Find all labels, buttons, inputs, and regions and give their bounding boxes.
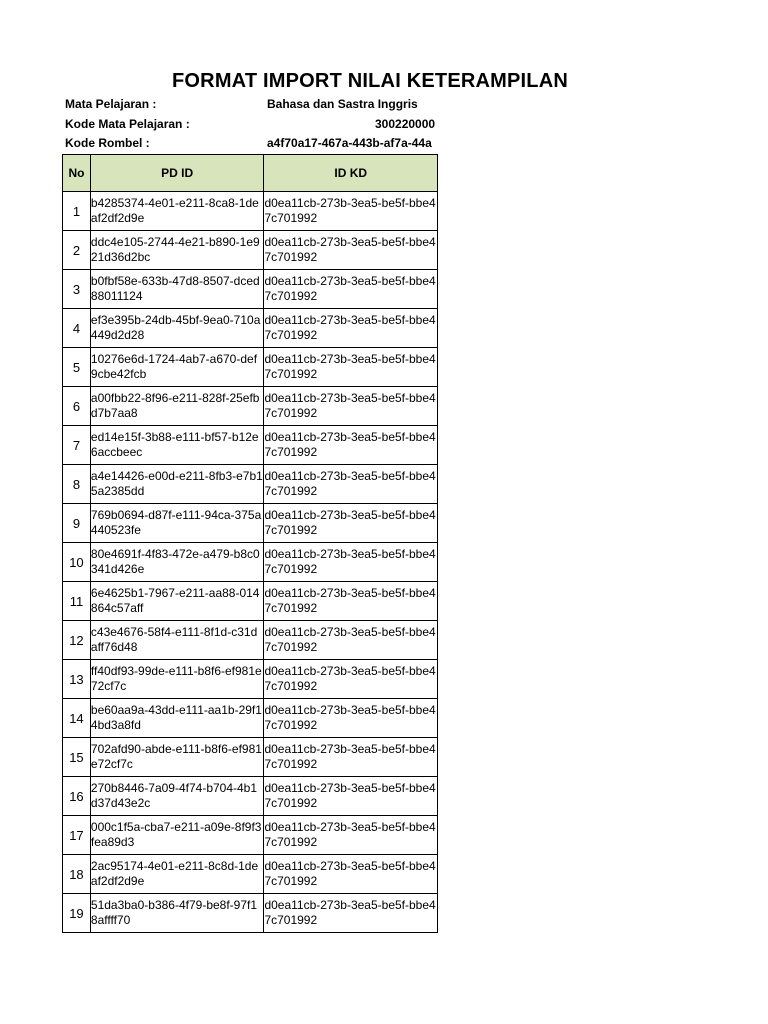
- table-header-row: [63, 155, 438, 192]
- id-kd-cell[interactable]: d0ea11cb-273b-3ea5-be5f-bbe47c701992: [264, 855, 438, 894]
- table-row: [63, 543, 438, 582]
- id-kd-cell[interactable]: d0ea11cb-273b-3ea5-be5f-bbe47c701992: [264, 270, 438, 309]
- id-kd-cell[interactable]: d0ea11cb-273b-3ea5-be5f-bbe47c701992: [264, 582, 438, 621]
- row-number-cell[interactable]: 3: [63, 270, 91, 309]
- pd-id-cell[interactable]: 702afd90-abde-e111-b8f6-ef981e72cf7c: [90, 738, 264, 777]
- id-kd-cell[interactable]: d0ea11cb-273b-3ea5-be5f-bbe47c701992: [264, 504, 438, 543]
- id-kd-cell[interactable]: d0ea11cb-273b-3ea5-be5f-bbe47c701992: [264, 660, 438, 699]
- header-pd-id: PD ID: [90, 155, 264, 192]
- id-kd-cell[interactable]: d0ea11cb-273b-3ea5-be5f-bbe47c701992: [264, 309, 438, 348]
- mata-pelajaran-value: Bahasa dan Sastra Inggris: [267, 97, 418, 111]
- row-number-cell[interactable]: 19: [63, 894, 91, 933]
- id-kd-cell[interactable]: d0ea11cb-273b-3ea5-be5f-bbe47c701992: [264, 543, 438, 582]
- pd-id-cell[interactable]: 000c1f5a-cba7-e211-a09e-8f9f3fea89d3: [90, 816, 264, 855]
- pd-id-cell[interactable]: 769b0694-d87f-e111-94ca-375a440523fe: [90, 504, 264, 543]
- grade-import-table: [62, 154, 438, 933]
- table-row: [63, 894, 438, 933]
- pd-id-cell[interactable]: be60aa9a-43dd-e111-aa1b-29f14bd3a8fd: [90, 699, 264, 738]
- row-number-cell[interactable]: 10: [63, 543, 91, 582]
- id-kd-cell[interactable]: d0ea11cb-273b-3ea5-be5f-bbe47c701992: [264, 777, 438, 816]
- kode-rombel-label: Kode Rombel :: [65, 136, 150, 150]
- table-row: [63, 621, 438, 660]
- table-row: [63, 426, 438, 465]
- table-row: [63, 816, 438, 855]
- id-kd-cell[interactable]: d0ea11cb-273b-3ea5-be5f-bbe47c701992: [264, 387, 438, 426]
- table-row: [63, 777, 438, 816]
- pd-id-cell[interactable]: ed14e15f-3b88-e111-bf57-b12e6accbeec: [90, 426, 264, 465]
- table-row: [63, 582, 438, 621]
- table-row: [63, 348, 438, 387]
- id-kd-cell[interactable]: d0ea11cb-273b-3ea5-be5f-bbe47c701992: [264, 816, 438, 855]
- id-kd-cell[interactable]: d0ea11cb-273b-3ea5-be5f-bbe47c701992: [264, 465, 438, 504]
- table-row: [63, 738, 438, 777]
- row-number-cell[interactable]: 4: [63, 309, 91, 348]
- table-row: [63, 465, 438, 504]
- id-kd-cell[interactable]: d0ea11cb-273b-3ea5-be5f-bbe47c701992: [264, 231, 438, 270]
- table-row: [63, 231, 438, 270]
- table-row: [63, 699, 438, 738]
- pd-id-cell[interactable]: b4285374-4e01-e211-8ca8-1deaf2df2d9e: [90, 192, 264, 231]
- table-row: [63, 855, 438, 894]
- id-kd-cell[interactable]: d0ea11cb-273b-3ea5-be5f-bbe47c701992: [264, 192, 438, 231]
- row-number-cell[interactable]: 9: [63, 504, 91, 543]
- pd-id-cell[interactable]: c43e4676-58f4-e111-8f1d-c31daff76d48: [90, 621, 264, 660]
- page-title: FORMAT IMPORT NILAI KETERAMPILAN: [172, 70, 568, 92]
- id-kd-cell[interactable]: d0ea11cb-273b-3ea5-be5f-bbe47c701992: [264, 348, 438, 387]
- table-row: [63, 309, 438, 348]
- header-id-kd: ID KD: [264, 155, 438, 192]
- pd-id-cell[interactable]: 6e4625b1-7967-e211-aa88-014864c57aff: [90, 582, 264, 621]
- pd-id-cell[interactable]: a4e14426-e00d-e211-8fb3-e7b15a2385dd: [90, 465, 264, 504]
- pd-id-cell[interactable]: 10276e6d-1724-4ab7-a670-def9cbe42fcb: [90, 348, 264, 387]
- pd-id-cell[interactable]: ff40df93-99de-e111-b8f6-ef981e72cf7c: [90, 660, 264, 699]
- table-row: [63, 387, 438, 426]
- row-number-cell[interactable]: 11: [63, 582, 91, 621]
- id-kd-cell[interactable]: d0ea11cb-273b-3ea5-be5f-bbe47c701992: [264, 738, 438, 777]
- row-number-cell[interactable]: 12: [63, 621, 91, 660]
- table-row: [63, 504, 438, 543]
- pd-id-cell[interactable]: 51da3ba0-b386-4f79-be8f-97f18affff70: [90, 894, 264, 933]
- pd-id-cell[interactable]: 270b8446-7a09-4f74-b704-4b1d37d43e2c: [90, 777, 264, 816]
- table-row: [63, 660, 438, 699]
- row-number-cell[interactable]: 6: [63, 387, 91, 426]
- pd-id-cell[interactable]: b0fbf58e-633b-47d8-8507-dced88011124: [90, 270, 264, 309]
- row-number-cell[interactable]: 13: [63, 660, 91, 699]
- pd-id-cell[interactable]: ef3e395b-24db-45bf-9ea0-710a449d2d28: [90, 309, 264, 348]
- row-number-cell[interactable]: 2: [63, 231, 91, 270]
- table-row: [63, 270, 438, 309]
- row-number-cell[interactable]: 17: [63, 816, 91, 855]
- row-number-cell[interactable]: 7: [63, 426, 91, 465]
- kode-rombel-value: a4f70a17-467a-443b-af7a-44a: [267, 136, 432, 150]
- row-number-cell[interactable]: 8: [63, 465, 91, 504]
- row-number-cell[interactable]: 1: [63, 192, 91, 231]
- row-number-cell[interactable]: 5: [63, 348, 91, 387]
- kode-mapel-label: Kode Mata Pelajaran :: [65, 117, 190, 131]
- pd-id-cell[interactable]: 80e4691f-4f83-472e-a479-b8c0341d426e: [90, 543, 264, 582]
- table-row: [63, 192, 438, 231]
- pd-id-cell[interactable]: a00fbb22-8f96-e211-828f-25efbd7b7aa8: [90, 387, 264, 426]
- id-kd-cell[interactable]: d0ea11cb-273b-3ea5-be5f-bbe47c701992: [264, 894, 438, 933]
- id-kd-cell[interactable]: d0ea11cb-273b-3ea5-be5f-bbe47c701992: [264, 621, 438, 660]
- pd-id-cell[interactable]: ddc4e105-2744-4e21-b890-1e921d36d2bc: [90, 231, 264, 270]
- header-no: No: [63, 155, 91, 192]
- row-number-cell[interactable]: 16: [63, 777, 91, 816]
- mata-pelajaran-label: Mata Pelajaran :: [65, 97, 157, 111]
- id-kd-cell[interactable]: d0ea11cb-273b-3ea5-be5f-bbe47c701992: [264, 699, 438, 738]
- id-kd-cell[interactable]: d0ea11cb-273b-3ea5-be5f-bbe47c701992: [264, 426, 438, 465]
- kode-mapel-value: 300220000: [375, 117, 436, 131]
- row-number-cell[interactable]: 15: [63, 738, 91, 777]
- pd-id-cell[interactable]: 2ac95174-4e01-e211-8c8d-1deaf2df2d9e: [90, 855, 264, 894]
- row-number-cell[interactable]: 14: [63, 699, 91, 738]
- row-number-cell[interactable]: 18: [63, 855, 91, 894]
